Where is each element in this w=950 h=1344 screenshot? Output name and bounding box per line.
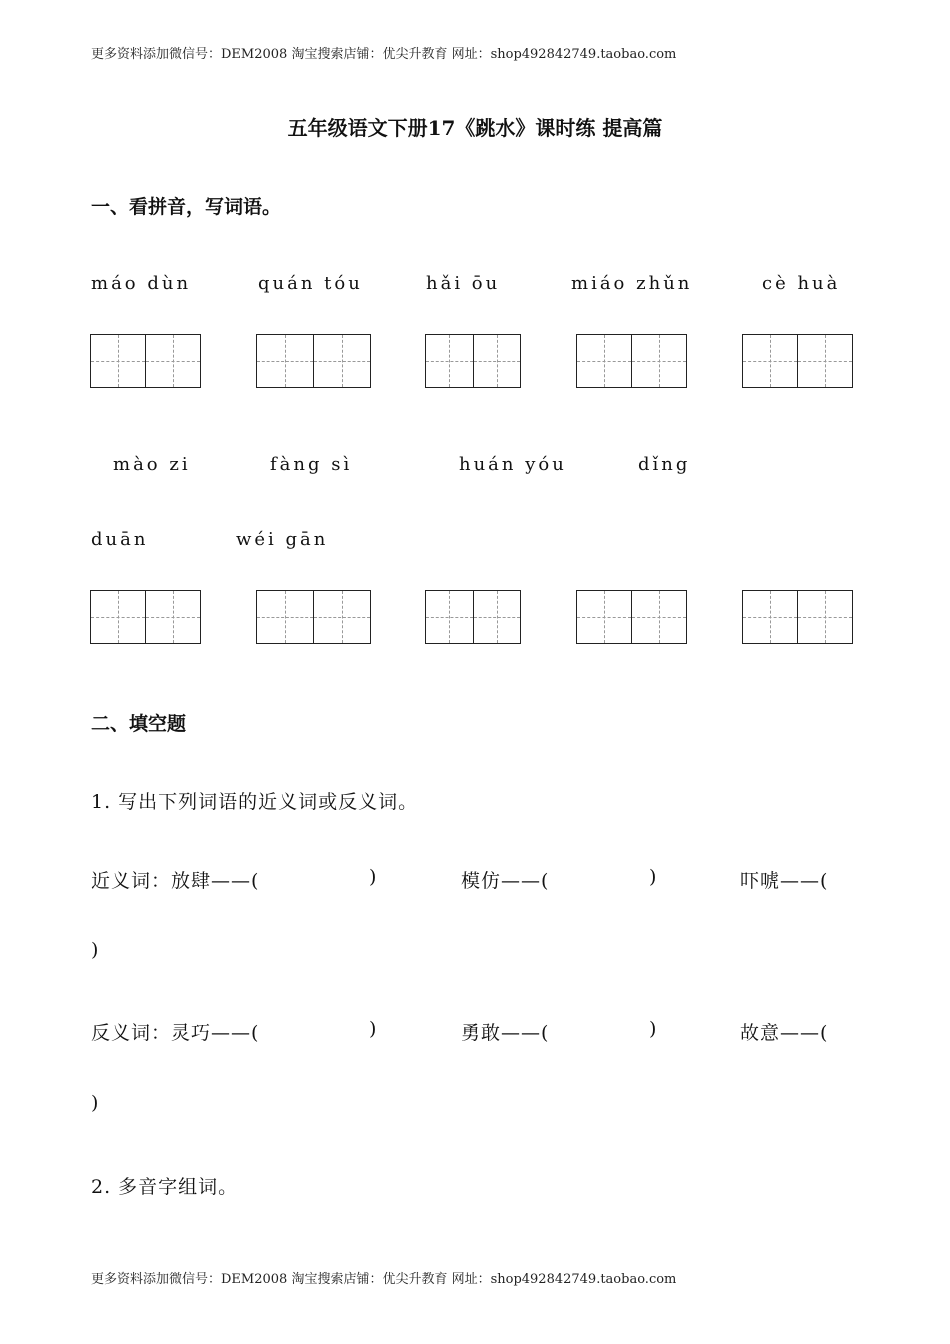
antonym-item-1: 反义词：灵巧——( — [91, 1022, 260, 1044]
synonym-close-2: ) — [649, 866, 658, 888]
synonym-item-2: 模仿——( — [461, 870, 550, 892]
writing-grid[interactable] — [425, 334, 521, 388]
pinyin-8: huán yóu — [459, 454, 567, 475]
writing-grid[interactable] — [742, 590, 853, 644]
writing-grid[interactable] — [425, 590, 521, 644]
synonym-close-1: ) — [369, 866, 378, 888]
writing-grid[interactable] — [90, 334, 201, 388]
writing-grid[interactable] — [576, 334, 687, 388]
antonym-item-2: 勇敢——( — [461, 1022, 550, 1044]
writing-grid[interactable] — [742, 334, 853, 388]
pinyin-10: duān — [91, 529, 149, 550]
section1-heading: 一、看拼音，写词语。 — [91, 196, 282, 218]
section2-heading: 二、填空题 — [91, 713, 187, 735]
pinyin-1: máo dùn — [91, 273, 192, 294]
synonym-close-3: ) — [91, 939, 100, 961]
question-2: 2. 多音字组词。 — [91, 1176, 239, 1198]
pinyin-7: fàng sì — [270, 454, 353, 475]
header-note: 更多资料添加微信号：DEM2008 淘宝搜索店铺：优尖升教育 网址：shop492842749.taobao.com — [91, 47, 677, 62]
synonym-item-3: 吓唬——( — [740, 870, 829, 892]
pinyin-11: wéi gān — [236, 529, 329, 550]
page-title: 五年级语文下册17《跳水》课时练 提高篇 — [287, 116, 663, 140]
footer-note: 更多资料添加微信号：DEM2008 淘宝搜索店铺：优尖升教育 网址：shop492842749.taobao.com — [91, 1272, 677, 1287]
writing-grid[interactable] — [256, 590, 371, 644]
question-1: 1. 写出下列词语的近义词或反义词。 — [91, 791, 419, 813]
writing-grid[interactable] — [90, 590, 201, 644]
pinyin-9: dǐng — [638, 454, 691, 475]
pinyin-3: hǎi ōu — [426, 273, 501, 294]
antonym-close-2: ) — [649, 1018, 658, 1040]
antonym-close-1: ) — [369, 1018, 378, 1040]
pinyin-2: quán tóu — [258, 273, 363, 294]
antonym-item-3: 故意——( — [740, 1022, 829, 1044]
pinyin-4: miáo zhǔn — [571, 273, 693, 294]
synonym-item-1: 近义词：放肆——( — [91, 870, 260, 892]
antonym-close-3: ) — [91, 1092, 100, 1114]
writing-grid[interactable] — [576, 590, 687, 644]
writing-grid[interactable] — [256, 334, 371, 388]
pinyin-5: cè huà — [762, 273, 841, 294]
pinyin-6: mào zi — [113, 454, 191, 475]
